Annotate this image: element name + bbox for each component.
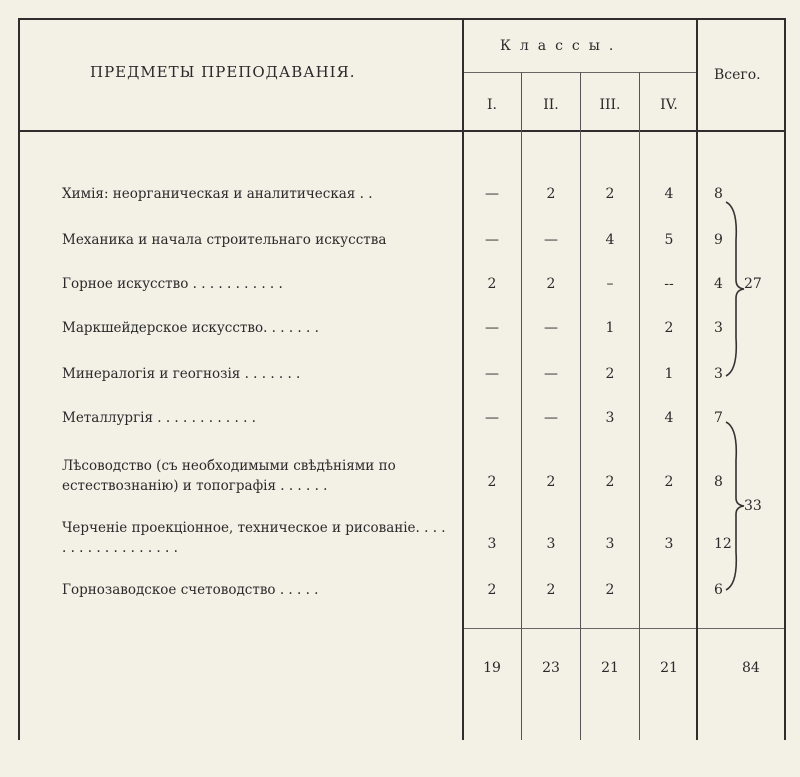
group-total-1: 27 (744, 276, 762, 292)
class-2-heading: II. (543, 97, 559, 113)
row-total: 4 (714, 276, 723, 292)
hours-cell: 2 (664, 320, 674, 336)
left-rule (18, 18, 20, 740)
sum-rule (464, 628, 786, 629)
hours-cell: 4 (664, 186, 674, 202)
hours-cell: 3 (546, 536, 556, 552)
subject-label: Маркшейдерское искусство. . . . . . . (62, 320, 319, 336)
hours-cell: 3 (487, 536, 497, 552)
subject-label: Механика и начала строительнаго искусства (62, 232, 387, 248)
hours-cell: — (485, 186, 499, 202)
hours-cell: — (544, 232, 558, 248)
row-total: 7 (714, 410, 723, 426)
hours-cell: 2 (605, 366, 615, 382)
hours-cell: 3 (605, 410, 615, 426)
hours-cell: 4 (664, 410, 674, 426)
hours-cell: 4 (605, 232, 615, 248)
row-total: 3 (714, 320, 723, 336)
hours-cell: — (485, 232, 499, 248)
subject-label: Лѣсоводство (съ необходимыми свѣдѣніями по естествознанію) и топографія . . . . . . (62, 458, 396, 494)
hours-cell: — (544, 366, 558, 382)
row-total: 9 (714, 232, 723, 248)
row-total: 3 (714, 366, 723, 382)
row-total: 6 (714, 582, 723, 598)
total-heading: Всего. (714, 67, 761, 83)
row-total: 8 (714, 186, 723, 202)
grand-total: 84 (742, 660, 760, 676)
row-total: 8 (714, 474, 723, 490)
hours-cell: 5 (664, 232, 674, 248)
sum-cell: 21 (660, 660, 678, 676)
top-rule (18, 18, 786, 20)
hours-cell: 2 (546, 276, 556, 292)
group-total-2: 33 (744, 498, 762, 514)
hours-cell: 2 (546, 474, 556, 490)
sum-cell: 23 (542, 660, 560, 676)
hours-cell: 2 (487, 276, 497, 292)
class-divider-3 (639, 72, 640, 740)
subject-label: Минералогія и геогнозія . . . . . . . (62, 366, 301, 382)
hours-cell: 2 (664, 474, 674, 490)
class-1-heading: I. (487, 97, 497, 113)
right-rule (784, 18, 786, 740)
hours-cell: 2 (605, 582, 615, 598)
hours-cell: — (544, 320, 558, 336)
hours-cell: -- (664, 276, 674, 292)
hours-cell: — (485, 366, 499, 382)
hours-cell: 2 (605, 186, 615, 202)
hours-cell: 1 (605, 320, 615, 336)
hours-cell: – (606, 276, 614, 292)
class-3-heading: III. (599, 97, 621, 113)
subject-label: Горное искусство . . . . . . . . . . . (62, 276, 283, 292)
subject-label: Черченіе проекціонное, техническое и рисованіе. . . . . . . . . . . . . . . . . . (62, 520, 446, 556)
hours-cell: — (544, 410, 558, 426)
class-divider-2 (580, 72, 581, 740)
header-rule (18, 130, 786, 132)
classes-heading: Классы. (500, 38, 623, 54)
class-4-heading: IV. (660, 97, 678, 113)
hours-cell: 1 (664, 366, 674, 382)
hours-cell: — (485, 410, 499, 426)
sum-cell: 21 (601, 660, 619, 676)
subject-label: Горнозаводское счетоводство . . . . . (62, 582, 319, 598)
hours-cell: 2 (546, 186, 556, 202)
hours-cell: 2 (546, 582, 556, 598)
hours-cell: 3 (664, 536, 674, 552)
hours-cell: 2 (605, 474, 615, 490)
subject-label: Химія: неорганическая и аналитическая . . (62, 186, 373, 202)
hours-cell: 2 (487, 474, 497, 490)
hours-cell: — (485, 320, 499, 336)
class-divider-1 (521, 72, 522, 740)
row-total: 12 (714, 536, 732, 552)
brace-group-1 (724, 200, 746, 378)
subject-label: Металлургія . . . . . . . . . . . . (62, 410, 256, 426)
brace-group-2 (724, 420, 746, 592)
hours-cell: 2 (487, 582, 497, 598)
sum-cell: 19 (483, 660, 501, 676)
hours-cell: 3 (605, 536, 615, 552)
subjects-heading: ПРЕДМЕТЫ ПРЕПОДАВАНІЯ. (90, 63, 356, 81)
